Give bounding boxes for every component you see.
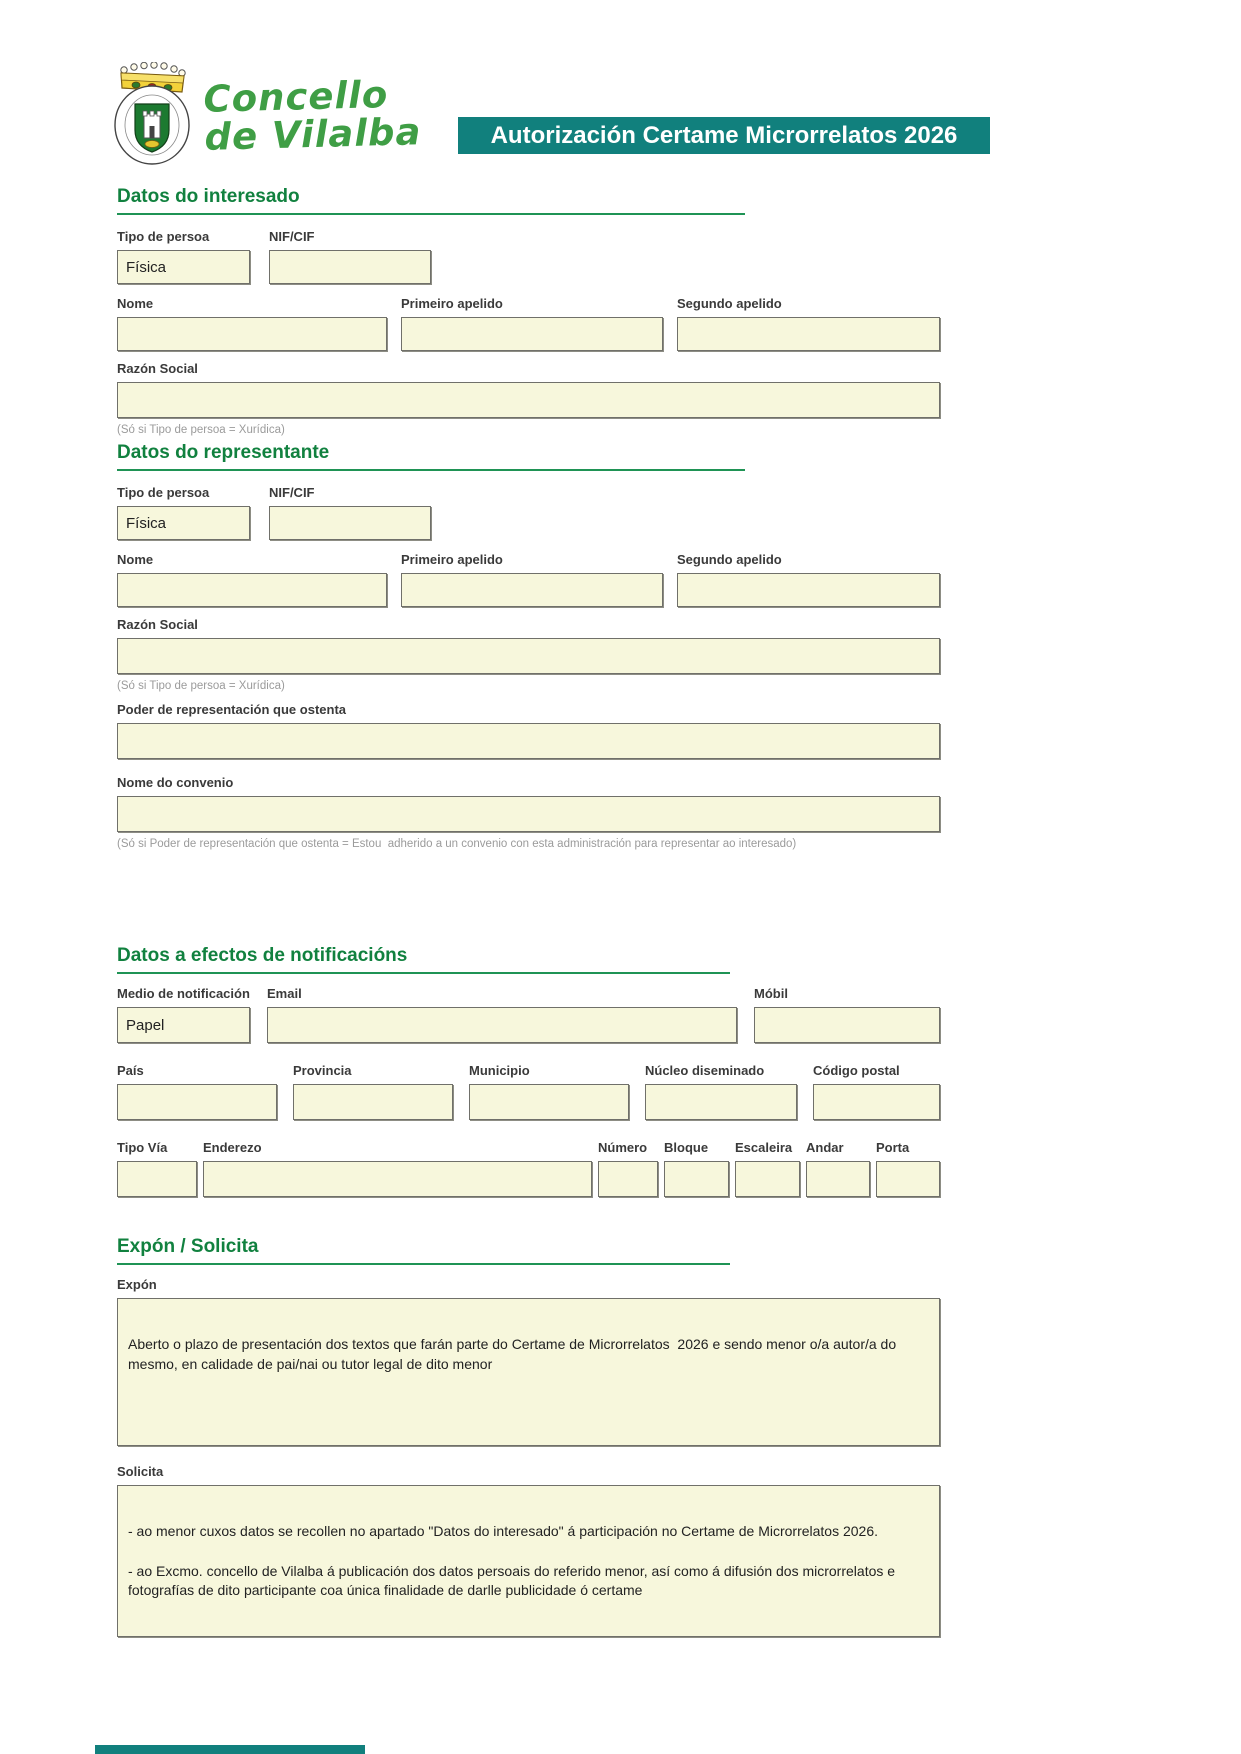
rep-nome-input[interactable] [117,573,387,607]
codigo-postal-label: Código postal [813,1063,900,1078]
segundo-apelido-input[interactable] [677,317,940,351]
porta-label: Porta [876,1140,910,1155]
solicita-item-2: - ao Excmo. concello de Vilalba á publicación dos datos persoais do referido menor, así como á difusión dos microrrelatos e fotografías de dito participante coa única finalidade de darlle publicidade ó certame [128,1562,899,1599]
enderezo-input[interactable] [203,1161,592,1197]
rep-tipo-persoa-label: Tipo de persoa [117,485,210,500]
form-title: Autorización Certame Microrrelatos 2026 [458,117,990,154]
municipio-input[interactable] [469,1084,629,1120]
razon-social-input[interactable] [117,382,940,418]
concello-vilalba-logo [112,62,421,171]
nif-cif-label: NIF/CIF [269,229,315,244]
solicita-textarea[interactable] [117,1485,940,1637]
enderezo-label: Enderezo [203,1140,262,1155]
rep-nome-label: Nome [117,552,154,567]
mobil-label: Móbil [754,986,788,1001]
tipo-via-input[interactable] [117,1161,197,1197]
coat-of-arms-icon [112,62,192,171]
section-datos-representante [117,442,940,850]
primeiro-apelido-input[interactable] [401,317,663,351]
expon-textarea[interactable] [117,1298,940,1446]
rep-razon-social-note: (Só si Tipo de persoa = Xurídica) [117,680,285,692]
pais-label: País [117,1063,144,1078]
section-heading-representante: Datos do representante [117,442,745,471]
rep-razon-social-label: Razón Social [117,617,198,632]
nome-input[interactable] [117,317,387,351]
logo-line1: Concello [202,73,389,121]
nome-convenio-note: (Só si Poder de representación que ostenta = Estou adherido a un convenio con esta administración para representar ao interesado) [117,838,797,850]
razon-social-label: Razón Social [117,361,198,376]
nucleo-diseminado-label: Núcleo diseminado [645,1063,765,1078]
logo-wordmark [202,73,422,159]
medio-notificacion-input[interactable] [117,1007,250,1043]
tipo-via-label: Tipo Vía [117,1140,168,1155]
andar-input[interactable] [806,1161,870,1197]
poder-representacion-label: Poder de representación que ostenta [117,702,347,717]
section-datos-interesado [117,186,940,436]
provincia-label: Provincia [293,1063,352,1078]
andar-label: Andar [806,1140,844,1155]
nif-cif-input[interactable] [269,250,431,284]
segundo-apelido-label: Segundo apelido [677,296,782,311]
tipo-persoa-label: Tipo de persoa [117,229,210,244]
rep-nif-cif-input[interactable] [269,506,431,540]
rep-primeiro-apelido-input[interactable] [401,573,663,607]
poder-representacion-input[interactable] [117,723,940,759]
nome-convenio-label: Nome do convenio [117,775,234,790]
section-heading-expon-solicita: Expón / Solicita [117,1236,730,1265]
bloque-input[interactable] [664,1161,729,1197]
nome-convenio-input[interactable] [117,796,940,832]
provincia-input[interactable] [293,1084,453,1120]
section-heading-interesado: Datos do interesado [117,186,745,215]
rep-segundo-apelido-input[interactable] [677,573,940,607]
section-expon-solicita [117,1236,940,1637]
tipo-persoa-input[interactable] [117,250,250,284]
logo-line2: de Vilalba [203,109,422,159]
rep-segundo-apelido-label: Segundo apelido [677,552,782,567]
rep-razon-social-input[interactable] [117,638,940,674]
nome-label: Nome [117,296,154,311]
codigo-postal-input[interactable] [813,1084,940,1120]
solicita-label: Solicita [117,1464,164,1479]
section-notificacions [117,945,940,1197]
municipio-label: Municipio [469,1063,530,1078]
email-input[interactable] [267,1007,737,1043]
razon-social-note: (Só si Tipo de persoa = Xurídica) [117,424,285,436]
bloque-label: Bloque [664,1140,709,1155]
section-heading-notificacions: Datos a efectos de notificacións [117,945,730,974]
escaleira-input[interactable] [735,1161,800,1197]
pais-input[interactable] [117,1084,277,1120]
primeiro-apelido-label: Primeiro apelido [401,296,503,311]
solicita-item-1: - ao menor cuxos datos se recollen no apartado "Datos do interesado" á participación no Certame de Microrrelatos 2026. [128,1523,879,1539]
expon-text: Aberto o plazo de presentación dos textos que farán parte do Certame de Microrrelatos 2026 e sendo menor o/a autor/a do mesmo, en calidade de pai/nai ou tutor legal de dito menor [128,1336,901,1372]
numero-label: Número [598,1140,648,1155]
escaleira-label: Escaleira [735,1140,793,1155]
expon-label: Expón [117,1277,157,1292]
porta-input[interactable] [876,1161,940,1197]
rep-tipo-persoa-input[interactable] [117,506,250,540]
next-page-banner-sliver [95,1745,365,1754]
rep-nif-cif-label: NIF/CIF [269,485,315,500]
medio-notificacion-label: Medio de notificación [117,986,250,1001]
numero-input[interactable] [598,1161,658,1197]
mobil-input[interactable] [754,1007,940,1043]
nucleo-diseminado-input[interactable] [645,1084,797,1120]
rep-primeiro-apelido-label: Primeiro apelido [401,552,503,567]
email-label: Email [267,986,302,1001]
